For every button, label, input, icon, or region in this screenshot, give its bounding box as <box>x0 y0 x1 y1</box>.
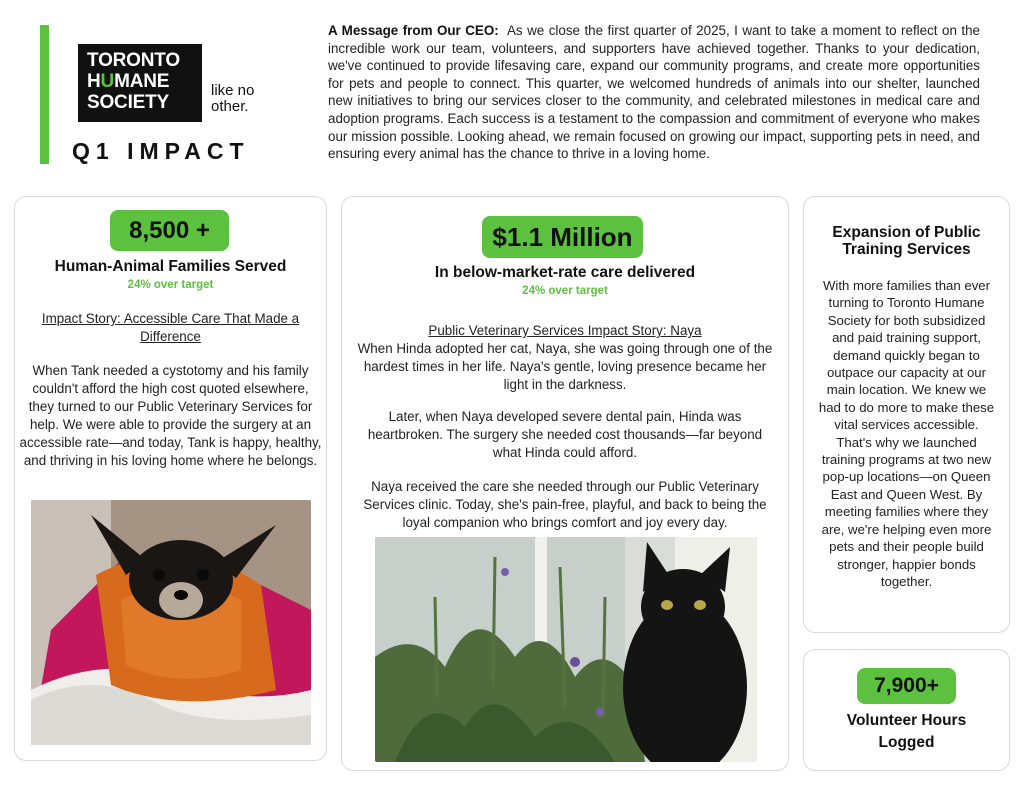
cat-photo <box>375 537 757 762</box>
care-title: In below-market-rate care delivered <box>434 264 696 281</box>
dog-photo <box>31 500 311 745</box>
training-text: With more families than ever turning to Toronto Humane Society for both subsidized and paid training support, demand quickly began to outpace our capacity at our main location. We knew we had to do more to make these vital services accessible. That's why we launched training programs at two new pop-up locations—on Queen East and Queen West. By meeting families where they are, we're helping even more pets and their people build stronger, happier bonds together. <box>818 278 995 589</box>
page-title: Q1 IMPACT <box>72 138 250 164</box>
accent-bar <box>40 25 49 164</box>
families-title: Human-Animal Families Served <box>54 258 287 275</box>
organization-logo: TORONTO HUMANE SOCIETY <box>78 44 202 122</box>
volunteer-title: Volunteer Hours Logged <box>846 712 967 751</box>
volunteer-stat-badge: 7,900+ <box>857 668 956 704</box>
care-story-para3: Naya received the care she needed through our Public Veterinary Services clinic. Today, she's pain-free, playful, and back to being the loyal companion who brings comfort and joy every day. <box>363 479 767 530</box>
care-story-para2: Later, when Naya developed severe dental pain, Hinda was heartbroken. The surgery she needed cost thousands—far beyond what Hinda could afford. <box>367 409 763 460</box>
families-story-title: Impact Story: Accessible Care That Made a Difference <box>41 311 300 344</box>
ceo-message-lead: A Message from Our CEO: <box>328 23 499 38</box>
families-story-text: When Tank needed a cystotomy and his family couldn't afford the high cost quoted elsewhere, they turned to our Public Veterinary Services for help. We were able to provide the surgery at an accessible rate—and today, Tank is happy, healthy, and thriving in his loving home where he belongs. <box>19 363 322 468</box>
logo-tagline: like no other. <box>211 82 255 115</box>
care-story-title: Public Veterinary Services Impact Story: Naya <box>428 323 702 338</box>
training-title: Expansion of Public Training Services <box>832 224 981 258</box>
care-stat-badge: $1.1 Million <box>482 216 643 258</box>
families-stat-badge: 8,500 + <box>110 210 229 251</box>
ceo-message-text: As we close the first quarter of 2025, I want to take a moment to reflect on the incredible work our team, volunteers, and supporters have achieved together. Thanks to your dedication, we've continued to provide lifesaving care, expand our community programs, and create more opportunities for pets and people to connect. This quarter, we welcomed hundreds of animals into our shelter, launched new initiatives to bring our services closer to the community, and celebrated milestones in medical care and adoption programs. Each success is a testament to the compassion and commitment of everyone who makes our mission possible. Looking ahead, we remain focused on growing our impact, supporting pets in need, and ensuring every animal has the chance to thrive in a loving home. <box>328 23 981 162</box>
ceo-message <box>328 22 980 163</box>
families-pct: 24% over target <box>127 279 214 291</box>
care-pct: 24% over target <box>522 285 608 297</box>
care-story-para1: When Hinda adopted her cat, Naya, she was going through one of the hardest times in her life. Naya's gentle, loving presence became her light in the darkness. <box>357 341 773 392</box>
